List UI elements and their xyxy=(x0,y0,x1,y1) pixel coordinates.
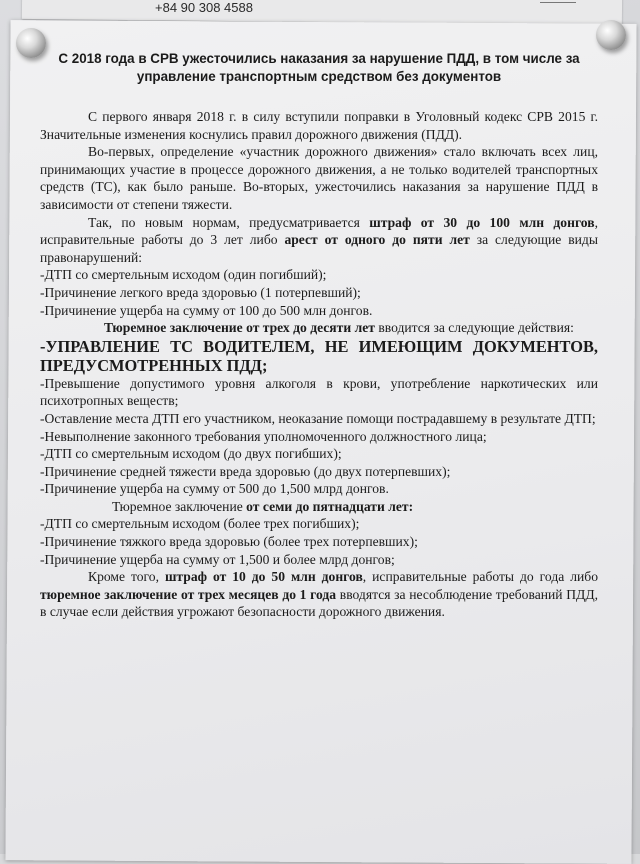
list-item: -Причинение ущерба на сумму от 100 до 500 млн донгов. xyxy=(40,302,373,318)
list-item: -Невыполнение законного требования уполномоченного должностного лица; xyxy=(40,428,487,444)
prison-term: тюремное заключение от трех месяцев до 1 года xyxy=(40,586,337,602)
paragraph-changes: Во-первых, определение «участник дорожного движения» стало включать всех лиц, принимающих участие в процессе дорожного движения, а не только водителей транспортных средств (ТС), как было раньше. Во-вторых, ужесточились наказания за нарушение ПДД в зависимости от степени тяжести. xyxy=(40,144,598,212)
list-item: -Причинение легкого вреда здоровью (1 потерпевший); xyxy=(40,284,361,300)
list-item: -ДТП со смертельным исходом (более трех погибших); xyxy=(40,516,360,532)
list-item: -Причинение ущерба на сумму от 500 до 1,500 млрд донгов. xyxy=(40,481,389,497)
list-item: -Причинение тяжкого вреда здоровью (более трех потерпевших); xyxy=(40,534,418,550)
text: , исправительные работы до года либо xyxy=(362,569,598,585)
list-item: -ДТП со смертельным исходом (один погибший); xyxy=(40,267,327,283)
top-text-fragment xyxy=(540,0,576,3)
list-item: -Причинение ущерба на сумму от 1,500 и более млрд донгов; xyxy=(40,551,395,567)
list-item: -Причинение средней тяжести вреда здоровью (до двух потерпевших); xyxy=(40,463,451,479)
paragraph-additional xyxy=(40,568,598,621)
text: : xyxy=(408,498,414,514)
prison-term: Тюремное заключение от трех до десяти лет xyxy=(104,320,375,336)
text: вводятся за несоблюдение требований ПДД, в случае если действия угрожают безопасности дорожного движения. xyxy=(40,586,598,620)
text: за следующие виды правонарушений: xyxy=(40,232,598,265)
text: Так, по новым нормам, предусматривается xyxy=(88,214,370,230)
text: , исправительные работы до 3 лет либо xyxy=(40,214,598,248)
paragraph-prison-7-15 xyxy=(40,498,598,516)
text: Тюремное заключение xyxy=(112,498,247,514)
paragraph-fines xyxy=(40,214,598,267)
paragraph-prison-3-10 xyxy=(40,319,598,337)
fine-amount: штраф от 10 до 50 млн донгов xyxy=(164,569,363,585)
text: вводится за следующие действия: xyxy=(374,320,574,336)
top-phone-number: +84 90 308 4588 xyxy=(155,0,253,15)
fine-amount: штраф от 30 до 100 млн донгов xyxy=(369,214,595,230)
list-item: -ДТП со смертельным исходом (до двух погибших); xyxy=(40,446,342,462)
arrest-term: арест от одного до пяти лет xyxy=(284,232,470,248)
notice-content xyxy=(40,50,598,621)
text: Кроме того, xyxy=(88,569,165,585)
list-item: -Превышение допустимого уровня алкоголя в крови, употребление наркотических или психотропных веществ; xyxy=(40,375,598,409)
list-item-highlighted: -УПРАВЛЕНИЕ ТС ВОДИТЕЛЕМ, НЕ ИМЕЮЩИМ ДОКУМЕНТОВ, ПРЕДУСМОТРЕННЫХ ПДД; xyxy=(40,336,598,375)
notice-title: С 2018 года в СРВ ужесточились наказания за нарушение ПДД, в том числе за управление транспортным средством без документов xyxy=(58,51,580,84)
list-item: -Оставление места ДТП его участником, неоказание помощи пострадавшему в результате ДТП; xyxy=(40,410,596,426)
push-pin-icon xyxy=(596,20,626,50)
prison-term: от семи до пятнадцати лет xyxy=(246,498,409,514)
paragraph-intro: С первого января 2018 г. в силу вступили поправки в Уголовный кодекс СРВ 2015 г. Значительные изменения коснулись правил дорожного движения (ПДД). xyxy=(40,109,598,142)
